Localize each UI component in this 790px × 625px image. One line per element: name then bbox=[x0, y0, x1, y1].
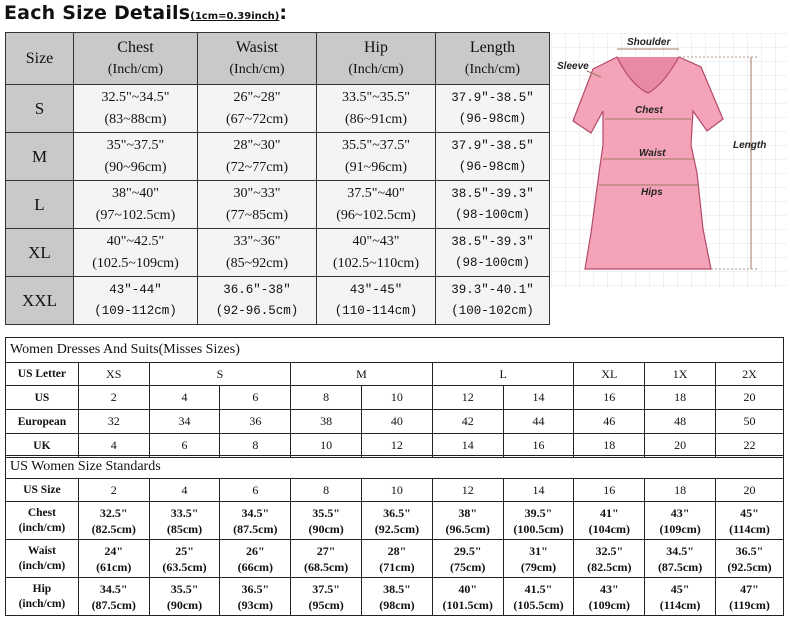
chest-cm: (90~96cm) bbox=[104, 159, 167, 175]
page-title bbox=[4, 2, 287, 28]
chest-label-name: Chest bbox=[27, 506, 56, 519]
hip-row bbox=[6, 578, 784, 616]
waist-cm: (72~77cm) bbox=[225, 159, 288, 175]
waist-cm: (77~85cm) bbox=[225, 207, 288, 223]
hip-value: 35.5" (90cm) bbox=[149, 578, 220, 616]
waist-value: 26" (66cm) bbox=[220, 540, 291, 578]
length-cm: (98-100cm) bbox=[454, 255, 530, 270]
hip-inch: 40"~43" bbox=[352, 233, 400, 249]
waist-cm: (67~72cm) bbox=[225, 111, 288, 127]
us-size-cell: 16 bbox=[574, 479, 645, 502]
hip-inch: 37.5"~40" bbox=[347, 185, 405, 201]
waist-inch: 26"~28" bbox=[233, 89, 281, 105]
title-main: Each Size Details bbox=[4, 2, 191, 24]
european-cell: 42 bbox=[432, 410, 503, 434]
length-cm: (98-100cm) bbox=[454, 207, 530, 222]
size-row-xxl bbox=[6, 277, 550, 325]
chest-label bbox=[6, 502, 79, 540]
size-row-m bbox=[6, 133, 550, 181]
chest-value: 39.5" (100.5cm) bbox=[503, 502, 574, 540]
hip-cm: (110-114cm) bbox=[334, 303, 418, 318]
hip-cm: (91~96cm) bbox=[344, 159, 407, 175]
us-size-cell: 6 bbox=[220, 479, 291, 502]
hip-value: 47" (119cm) bbox=[716, 578, 784, 616]
length-cell bbox=[436, 181, 550, 229]
us-size-cell: 4 bbox=[149, 479, 220, 502]
header-waist-label: Wasist bbox=[235, 38, 279, 56]
waist-value: 31" (79cm) bbox=[503, 540, 574, 578]
hip-value: 43" (109cm) bbox=[574, 578, 645, 616]
length-cell bbox=[436, 277, 550, 325]
waist-value: 27" (68.5cm) bbox=[291, 540, 362, 578]
header-length-unit: (Inch/cm) bbox=[464, 61, 521, 77]
chest-value: 34.5" (87.5cm) bbox=[220, 502, 291, 540]
standards-caption: US Women Size Standards bbox=[6, 456, 784, 479]
uk-row bbox=[6, 434, 784, 458]
waist-inch: 28"~30" bbox=[233, 137, 281, 153]
dresses-caption-row bbox=[6, 338, 784, 363]
dresses-suits-table bbox=[5, 337, 784, 458]
uk-label: UK bbox=[6, 434, 79, 458]
size-cell: L bbox=[6, 181, 74, 229]
european-cell: 44 bbox=[503, 410, 574, 434]
chest-value: 32.5" (82.5cm) bbox=[78, 502, 149, 540]
waist-label-name: Waist bbox=[27, 544, 56, 557]
us-cell: 10 bbox=[362, 386, 433, 410]
waist-row bbox=[6, 540, 784, 578]
waist-value: 34.5" (87.5cm) bbox=[645, 540, 716, 578]
length-inch: 37.9"-38.5" bbox=[451, 90, 534, 105]
us-cell: 2 bbox=[78, 386, 149, 410]
hip-value: 40" (101.5cm) bbox=[432, 578, 503, 616]
uk-cell: 6 bbox=[149, 434, 220, 458]
uk-cell: 20 bbox=[645, 434, 716, 458]
title-unit-note: (1cm=0.39inch) bbox=[190, 11, 280, 22]
chest-value: 33.5" (85cm) bbox=[149, 502, 220, 540]
dresses-caption: Women Dresses And Suits(Misses Sizes) bbox=[6, 338, 784, 363]
hip-cm: (96~102.5cm) bbox=[336, 207, 416, 223]
length-inch: 37.9"-38.5" bbox=[451, 138, 534, 153]
header-waist-unit: (Inch/cm) bbox=[229, 61, 285, 77]
us-letter-row bbox=[6, 363, 784, 386]
waist-value: 29.5" (75cm) bbox=[432, 540, 503, 578]
header-size-label: Size bbox=[25, 49, 54, 67]
european-row bbox=[6, 410, 784, 434]
waist-value: 25" (63.5cm) bbox=[149, 540, 220, 578]
chest-inch: 32.5"~34.5" bbox=[101, 89, 170, 105]
length-cell bbox=[436, 85, 550, 133]
hip-value: 34.5" (87.5cm) bbox=[78, 578, 149, 616]
us-cell: 4 bbox=[149, 386, 220, 410]
chest-cm: (97~102.5cm) bbox=[95, 207, 176, 223]
european-cell: 36 bbox=[220, 410, 291, 434]
hip-cell bbox=[317, 133, 436, 181]
title-colon: : bbox=[279, 2, 287, 24]
us-letter-cell: XL bbox=[574, 363, 645, 386]
hips-label: Hips bbox=[641, 187, 663, 198]
us-letter-cell: 2X bbox=[716, 363, 784, 386]
us-letter-cell: S bbox=[149, 363, 291, 386]
european-cell: 38 bbox=[291, 410, 362, 434]
waist-inch: 36.6"-38" bbox=[223, 282, 291, 297]
uk-cell: 16 bbox=[503, 434, 574, 458]
header-chest-unit: (Inch/cm) bbox=[107, 61, 164, 77]
us-cell: 14 bbox=[503, 386, 574, 410]
uk-cell: 4 bbox=[78, 434, 149, 458]
size-details-table bbox=[5, 32, 550, 325]
hip-value: 36.5" (93cm) bbox=[220, 578, 291, 616]
european-cell: 34 bbox=[149, 410, 220, 434]
waist-cell bbox=[198, 85, 317, 133]
hip-inch: 33.5"~35.5" bbox=[341, 89, 410, 105]
us-letter-cell: L bbox=[432, 363, 574, 386]
us-cell: 8 bbox=[291, 386, 362, 410]
us-label: US bbox=[6, 386, 79, 410]
length-cell bbox=[436, 229, 550, 277]
size-cell: M bbox=[6, 133, 74, 181]
waist-cell bbox=[198, 229, 317, 277]
us-cell: 16 bbox=[574, 386, 645, 410]
us-letter-cell: 1X bbox=[645, 363, 716, 386]
chest-cell bbox=[74, 85, 198, 133]
uk-cell: 8 bbox=[220, 434, 291, 458]
hip-label-name: Hip bbox=[32, 582, 52, 595]
hip-label bbox=[6, 578, 79, 616]
chest-value: 36.5" (92.5cm) bbox=[362, 502, 433, 540]
waist-inch: 30"~33" bbox=[233, 185, 281, 201]
hip-label-unit: (inch/cm) bbox=[18, 597, 66, 610]
hip-value: 37.5" (95cm) bbox=[291, 578, 362, 616]
us-cell: 12 bbox=[432, 386, 503, 410]
chest-cell bbox=[74, 277, 198, 325]
dress-measurement-diagram bbox=[551, 33, 787, 288]
us-size-row bbox=[6, 479, 784, 502]
waist-cell bbox=[198, 277, 317, 325]
header-hip-unit: (Inch/cm) bbox=[348, 61, 404, 77]
us-letter-cell: M bbox=[291, 363, 433, 386]
chest-value: 45" (114cm) bbox=[716, 502, 784, 540]
us-size-label: US Size bbox=[6, 479, 79, 502]
header-waist bbox=[198, 33, 317, 85]
us-size-standards-table bbox=[5, 455, 784, 616]
chest-value: 35.5" (90cm) bbox=[291, 502, 362, 540]
chest-value: 43" (109cm) bbox=[645, 502, 716, 540]
header-hip-label: Hip bbox=[364, 38, 388, 56]
dress-illustration bbox=[551, 33, 787, 288]
length-label: Length bbox=[733, 140, 767, 151]
header-hip bbox=[317, 33, 436, 85]
size-row-l bbox=[6, 181, 550, 229]
chest-value: 38" (96.5cm) bbox=[432, 502, 503, 540]
hip-cm: (102.5~110cm) bbox=[333, 255, 419, 271]
us-size-cell: 14 bbox=[503, 479, 574, 502]
size-table-header-row bbox=[6, 33, 550, 85]
length-cm: (96-98cm) bbox=[458, 111, 527, 126]
uk-cell: 10 bbox=[291, 434, 362, 458]
waist-cm: (92-96.5cm) bbox=[215, 303, 299, 318]
waist-value: 32.5" (82.5cm) bbox=[574, 540, 645, 578]
hip-cm: (86~91cm) bbox=[344, 111, 407, 127]
length-inch: 39.3"-40.1" bbox=[451, 282, 534, 297]
chest-cm: (102.5~109cm) bbox=[92, 255, 179, 271]
waist-value: 36.5" (92.5cm) bbox=[716, 540, 784, 578]
chest-inch: 40"~42.5" bbox=[106, 233, 165, 249]
uk-cell: 22 bbox=[716, 434, 784, 458]
size-row-s bbox=[6, 85, 550, 133]
chest-cell bbox=[74, 229, 198, 277]
hip-cell bbox=[317, 85, 436, 133]
european-cell: 46 bbox=[574, 410, 645, 434]
header-size bbox=[6, 33, 74, 85]
waist-inch: 33"~36" bbox=[233, 233, 281, 249]
size-cell: S bbox=[6, 85, 74, 133]
chest-row bbox=[6, 502, 784, 540]
standards-caption-row bbox=[6, 456, 784, 479]
chest-cell bbox=[74, 133, 198, 181]
us-size-cell: 12 bbox=[432, 479, 503, 502]
sleeve-label: Sleeve bbox=[557, 61, 589, 72]
european-label: European bbox=[6, 410, 79, 434]
european-cell: 32 bbox=[78, 410, 149, 434]
uk-cell: 12 bbox=[362, 434, 433, 458]
length-inch: 38.5"-39.3" bbox=[451, 234, 534, 249]
hip-inch: 43"-45" bbox=[349, 282, 403, 297]
shoulder-label: Shoulder bbox=[627, 37, 671, 48]
us-size-cell: 8 bbox=[291, 479, 362, 502]
length-cm: (96-98cm) bbox=[458, 159, 527, 174]
header-length-label: Length bbox=[469, 38, 516, 56]
chest-label: Chest bbox=[635, 105, 663, 116]
hip-cell bbox=[317, 277, 436, 325]
chest-inch: 38"~40" bbox=[111, 185, 159, 201]
waist-cell bbox=[198, 133, 317, 181]
european-cell: 40 bbox=[362, 410, 433, 434]
waist-value: 28" (71cm) bbox=[362, 540, 433, 578]
length-cm: (100-102cm) bbox=[451, 303, 534, 318]
us-cell: 6 bbox=[220, 386, 291, 410]
hip-inch: 35.5"~37.5" bbox=[341, 137, 410, 153]
chest-value: 41" (104cm) bbox=[574, 502, 645, 540]
waist-cell bbox=[198, 181, 317, 229]
header-length bbox=[436, 33, 550, 85]
european-cell: 50 bbox=[716, 410, 784, 434]
header-chest-label: Chest bbox=[117, 38, 154, 56]
us-letter-cell: XS bbox=[78, 363, 149, 386]
us-cell: 20 bbox=[716, 386, 784, 410]
chest-cm: (83~88cm) bbox=[104, 111, 167, 127]
us-size-cell: 20 bbox=[716, 479, 784, 502]
size-row-xl bbox=[6, 229, 550, 277]
hip-value: 45" (114cm) bbox=[645, 578, 716, 616]
us-size-cell: 10 bbox=[362, 479, 433, 502]
us-letter-label: US Letter bbox=[6, 363, 79, 386]
hip-cell bbox=[317, 229, 436, 277]
uk-cell: 18 bbox=[574, 434, 645, 458]
chest-cell bbox=[74, 181, 198, 229]
us-size-cell: 18 bbox=[645, 479, 716, 502]
waist-label-unit: (inch/cm) bbox=[18, 559, 66, 572]
us-cell: 18 bbox=[645, 386, 716, 410]
length-cell bbox=[436, 133, 550, 181]
header-chest bbox=[74, 33, 198, 85]
waist-value: 24" (61cm) bbox=[78, 540, 149, 578]
waist-label bbox=[6, 540, 79, 578]
chest-cm: (109-112cm) bbox=[94, 303, 177, 318]
waist-label: Waist bbox=[639, 148, 666, 159]
size-cell: XXL bbox=[6, 277, 74, 325]
hip-value: 38.5" (98cm) bbox=[362, 578, 433, 616]
uk-cell: 14 bbox=[432, 434, 503, 458]
us-size-cell: 2 bbox=[78, 479, 149, 502]
size-cell: XL bbox=[6, 229, 74, 277]
us-row bbox=[6, 386, 784, 410]
chest-inch: 43"-44" bbox=[109, 282, 162, 297]
length-inch: 38.5"-39.3" bbox=[451, 186, 534, 201]
hip-cell bbox=[317, 181, 436, 229]
waist-cm: (85~92cm) bbox=[225, 255, 288, 271]
chest-label-unit: (inch/cm) bbox=[18, 521, 66, 534]
european-cell: 48 bbox=[645, 410, 716, 434]
hip-value: 41.5" (105.5cm) bbox=[503, 578, 574, 616]
chest-inch: 35"~37.5" bbox=[106, 137, 165, 153]
